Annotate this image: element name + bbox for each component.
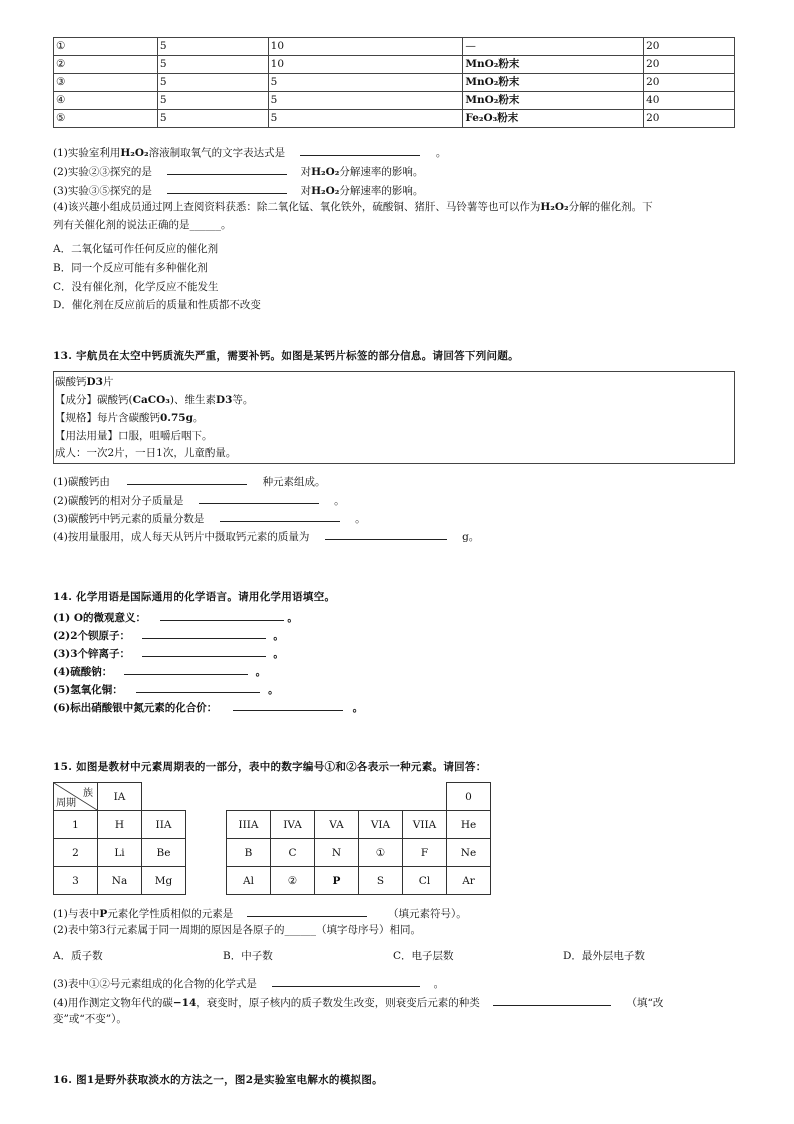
- element-cell: IIA: [142, 811, 186, 839]
- element-cell: Li: [98, 839, 142, 867]
- answer-blank[interactable]: [493, 994, 611, 1006]
- table-cell: 5: [268, 74, 463, 92]
- label-line-4: 【用法用量】口服，咀嚼后咽下。: [55, 430, 213, 442]
- calcium-tablet-label: [53, 371, 735, 464]
- answer-blank[interactable]: [220, 510, 340, 522]
- element-cell: F: [403, 839, 447, 867]
- element-cell: C: [271, 839, 315, 867]
- label-line-1: 碳酸钙D3片: [55, 376, 114, 388]
- table-row: [54, 56, 735, 74]
- table-cell: ③: [54, 74, 158, 92]
- q14-heading: 14. 化学用语是国际通用的化学语言。请用化学用语填空。: [53, 591, 336, 603]
- period-cell: 1: [54, 811, 98, 839]
- element-cell: IIIA: [227, 811, 271, 839]
- answer-blank[interactable]: [136, 681, 260, 693]
- table-cell: 5: [157, 74, 268, 92]
- answer-blank[interactable]: [160, 609, 284, 621]
- table-cell: MnO₂粉末: [463, 56, 644, 74]
- answer-blank[interactable]: [300, 144, 420, 156]
- element-cell: VIIA: [403, 811, 447, 839]
- element-cell: Ne: [447, 839, 491, 867]
- option-a: A．二氧化锰可作任何反应的催化剂: [53, 243, 219, 255]
- table-cell: 20: [644, 38, 735, 56]
- group-label: 族: [83, 788, 93, 799]
- option-c: C．没有催化剂，化学反应不能发生: [53, 281, 219, 293]
- element-cell: S: [359, 867, 403, 895]
- answer-blank[interactable]: [167, 163, 287, 175]
- element-cell: Mg: [142, 867, 186, 895]
- q13-part2: (2)碳酸钙的相对分子质量是 。: [53, 492, 345, 508]
- table-cell: 20: [644, 110, 735, 128]
- q12-part2: (2)实验②③探究的是 对H₂O₂分解速率的影响。: [53, 163, 423, 179]
- table-cell: ④: [54, 92, 158, 110]
- answer-blank[interactable]: [272, 975, 420, 987]
- table-cell: MnO₂粉末: [463, 92, 644, 110]
- option-a: A．质子数: [53, 950, 103, 962]
- table-row: [54, 110, 735, 128]
- q13-part3: (3)碳酸钙中钙元素的质量分数是 。: [53, 510, 366, 526]
- option-b: B．中子数: [223, 950, 273, 962]
- table-cell: 5: [157, 56, 268, 74]
- group-ia-header: IA: [98, 783, 142, 811]
- table-cell: ⑤: [54, 110, 158, 128]
- table-cell: 5: [157, 110, 268, 128]
- q14-item-4: (4)硫酸钠： 。: [53, 663, 266, 679]
- answer-blank[interactable]: [199, 492, 319, 504]
- element-cell: VIA: [359, 811, 403, 839]
- period-label: 周期: [56, 798, 76, 809]
- table-cell: ②: [54, 56, 158, 74]
- element-cell: ①: [359, 839, 403, 867]
- option-d: D．催化剂在反应前后的质量和性质都不改变: [53, 299, 261, 311]
- table-row: [54, 92, 735, 110]
- q14-item-6: (6)标出硝酸银中氮元素的化合价： 。: [53, 699, 363, 715]
- option-d: D．最外层电子数: [563, 950, 645, 962]
- table-cell: ①: [54, 38, 158, 56]
- table-cell: Fe₂O₃粉末: [463, 110, 644, 128]
- element-cell: Na: [98, 867, 142, 895]
- table-row: [54, 74, 735, 92]
- element-cell: ②: [271, 867, 315, 895]
- answer-blank[interactable]: [127, 473, 247, 485]
- periodic-table: [53, 782, 491, 895]
- element-cell: Al: [227, 867, 271, 895]
- table-cell: 5: [157, 38, 268, 56]
- answer-blank[interactable]: [167, 182, 287, 194]
- table-cell: 10: [268, 56, 463, 74]
- table-cell: 5: [268, 110, 463, 128]
- q15-part4-line1: (4)用作测定文物年代的碳−14，衰变时，原子核内的质子数发生改变，则衰变后元素的种类 （填“改: [53, 994, 663, 1010]
- element-cell: Be: [142, 839, 186, 867]
- q16-heading: 16. 图1是野外获取淡水的方法之一，图2是实验室电解水的模拟图。: [53, 1074, 383, 1086]
- label-line-5: 成人：一次2片，一日1次，儿童酌量。: [55, 447, 237, 459]
- element-cell: N: [315, 839, 359, 867]
- q15-part4-line2: 变”或“不变”）。: [53, 1013, 127, 1025]
- answer-blank[interactable]: [142, 645, 266, 657]
- table-cell: 5: [157, 92, 268, 110]
- q15-part1: (1)与表中P元素化学性质相似的元素是 （填元素符号）。: [53, 905, 467, 921]
- group-zero-header: 0: [447, 783, 491, 811]
- answer-blank[interactable]: [247, 905, 367, 917]
- q14-item-3: (3)3个锌离子： 。: [53, 645, 284, 661]
- q13-heading: 13. 宇航员在太空中钙质流失严重，需要补钙。如图是某钙片标签的部分信息。请回答下列问题。: [53, 350, 519, 362]
- table-cell: —: [463, 38, 644, 56]
- element-cell: He: [447, 811, 491, 839]
- element-cell: Cl: [403, 867, 447, 895]
- period-cell: 3: [54, 867, 98, 895]
- answer-blank[interactable]: [325, 528, 447, 540]
- element-cell: Ar: [447, 867, 491, 895]
- q15-part2: (2)表中第3行元素属于同一周期的原因是各原子的______（填字母序号）相同。: [53, 924, 422, 936]
- element-cell: P: [315, 867, 359, 895]
- element-cell: VA: [315, 811, 359, 839]
- q13-part1: (1)碳酸钙由 种元素组成。: [53, 473, 326, 489]
- q14-item-2: (2)2个钡原子： 。: [53, 627, 284, 643]
- label-line-3: 【规格】每片含碳酸钙0.75g。: [55, 412, 204, 424]
- element-cell: H: [98, 811, 142, 839]
- q15-heading: 15. 如图是教材中元素周期表的一部分，表中的数字编号①和②各表示一种元素。请回答：: [53, 761, 487, 773]
- table-cell: 5: [268, 92, 463, 110]
- corner-cell: [54, 783, 98, 811]
- q12-part4-line1: (4)该兴趣小组成员通过网上查阅资料获悉：除二氧化锰、氧化铁外，硫酸铜、猪肝、马铃薯等也可以作为H₂O₂分解的催化剂。下: [53, 201, 653, 213]
- q12-part1: (1)实验室利用H₂O₂溶液制取氧气的文字表达式是 。: [53, 144, 446, 160]
- q12-part3: (3)实验③⑤探究的是 对H₂O₂分解速率的影响。: [53, 182, 423, 198]
- q15-part3: (3)表中①②号元素组成的化合物的化学式是 。: [53, 975, 444, 991]
- element-cell: B: [227, 839, 271, 867]
- table-cell: MnO₂粉末: [463, 74, 644, 92]
- table-cell: 10: [268, 38, 463, 56]
- answer-blank[interactable]: [233, 699, 343, 711]
- answer-blank[interactable]: [142, 627, 266, 639]
- q14-item-1: (1) O的微观意义： 。: [53, 609, 298, 625]
- period-cell: 2: [54, 839, 98, 867]
- table-cell: 20: [644, 56, 735, 74]
- answer-blank[interactable]: [124, 663, 248, 675]
- experiment-table: [53, 37, 735, 128]
- table-row: [54, 38, 735, 56]
- option-c: C．电子层数: [393, 950, 454, 962]
- table-cell: 20: [644, 74, 735, 92]
- table-cell: 40: [644, 92, 735, 110]
- option-b: B．同一个反应可能有多种催化剂: [53, 262, 208, 274]
- q12-part4-line2: 列有关催化剂的说法正确的是______。: [53, 219, 232, 231]
- q14-item-5: (5)氢氧化铜： 。: [53, 681, 279, 697]
- q13-part4: (4)按用量服用，成人每天从钙片中摄取钙元素的质量为 g。: [53, 528, 479, 544]
- element-cell: IVA: [271, 811, 315, 839]
- label-line-2: 【成分】碳酸钙(CaCO₃)、维生素D3等。: [55, 394, 254, 406]
